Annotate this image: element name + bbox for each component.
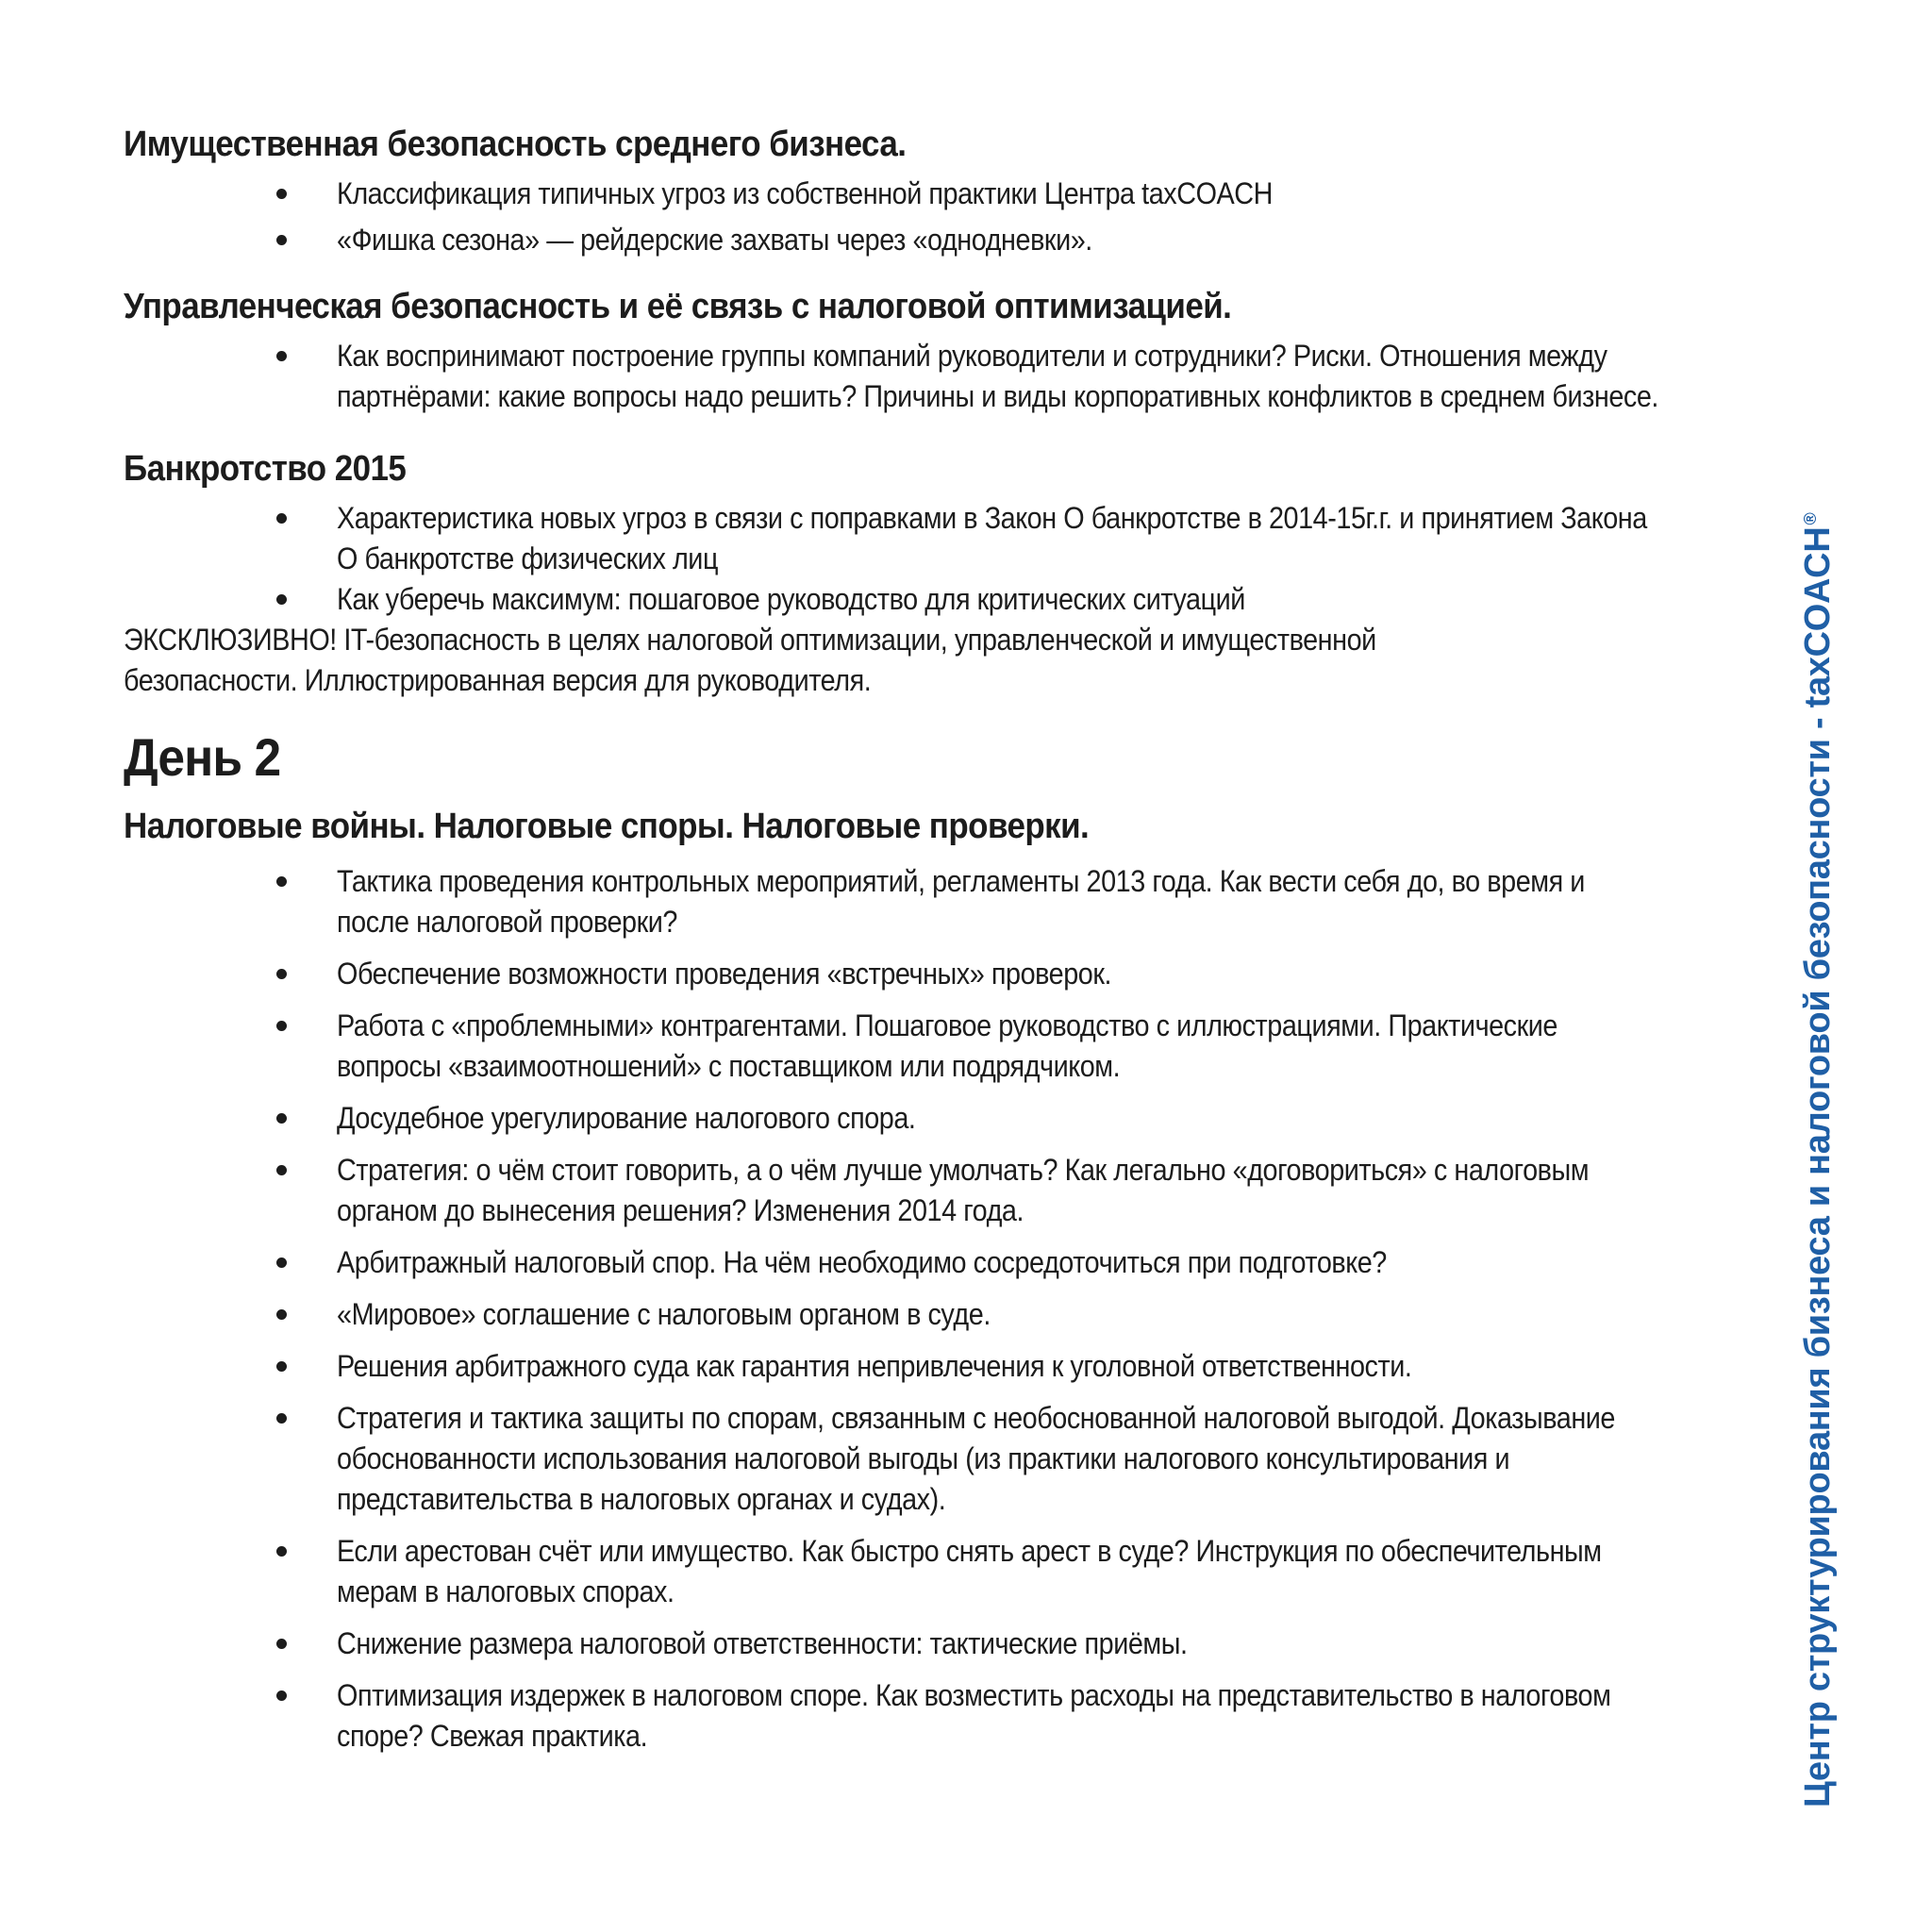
list-item xyxy=(124,1346,1746,1387)
list-item-text: Стратегия и тактика защиты по спорам, связанным с необоснованной налоговой выгодой. Доказывание обоснованности использования налоговой выгоды (из практики налогового консультирования и представительства в налоговых органах и судах). xyxy=(337,1401,1615,1516)
list-item-text: «Мировое» соглашение с налоговым органом в суде. xyxy=(337,1297,991,1331)
document-page xyxy=(124,123,1746,1768)
bullet-icon xyxy=(276,1309,287,1320)
bullet-icon xyxy=(276,189,287,199)
bullet-icon xyxy=(276,1165,287,1175)
bullet-icon xyxy=(276,969,287,979)
bullet-list xyxy=(124,174,1746,260)
registered-mark: ® xyxy=(1801,512,1821,525)
bullet-icon xyxy=(276,1413,287,1424)
list-item-text: Оптимизация издержек в налоговом споре. Как возместить расходы на представительство в налоговом споре? Свежая практика. xyxy=(337,1678,1611,1753)
list-item-text: Досудебное урегулирование налогового спора. xyxy=(337,1101,916,1135)
bullet-icon xyxy=(276,1639,287,1649)
bullet-icon xyxy=(276,1361,287,1372)
list-item xyxy=(124,954,1746,994)
day-title: День 2 xyxy=(124,727,281,787)
list-item-text: Стратегия: о чём стоит говорить, а о чём лучше умолчать? Как легально «договориться» с налоговым органом до вынесения решения? Изменения 2014 года. xyxy=(337,1153,1590,1227)
section-heading-bankruptcy: Банкротство 2015 xyxy=(124,449,407,489)
bullet-list xyxy=(124,336,1746,417)
list-item xyxy=(124,498,1746,579)
list-item xyxy=(124,1006,1746,1087)
list-item xyxy=(124,220,1746,260)
list-item xyxy=(124,1624,1746,1664)
list-item xyxy=(124,1098,1746,1139)
list-item-text: Характеристика новых угроз в связи с поправками в Закон О банкротстве в 2014-15г.г. и принятием Закона О банкротстве физических лиц xyxy=(337,501,1647,575)
section-heading-management-security: Управленческая безопасность и её связь с налоговой оптимизацией. xyxy=(124,287,1232,326)
bullet-icon xyxy=(276,351,287,361)
list-item xyxy=(124,579,1746,620)
bullet-icon xyxy=(276,235,287,245)
list-item-text: Как уберечь максимум: пошаговое руководство для критических ситуаций xyxy=(337,582,1245,616)
list-item xyxy=(124,174,1746,214)
list-item xyxy=(124,1531,1746,1612)
section-heading-tax-wars: Налоговые войны. Налоговые споры. Налоговые проверки. xyxy=(124,807,1090,846)
list-item xyxy=(124,336,1746,417)
bullet-list xyxy=(124,498,1746,620)
list-item xyxy=(124,861,1746,942)
list-item xyxy=(124,1150,1746,1231)
list-item xyxy=(124,1398,1746,1520)
bullet-icon xyxy=(276,1021,287,1031)
list-item-text: Работа с «проблемными» контрагентами. Пошаговое руководство с иллюстрациями. Практические вопросы «взаимоотношений» с поставщиком или подрядчиком. xyxy=(337,1008,1557,1083)
exclusive-note: ЭКСКЛЮЗИВНО! IT-безопасность в целях налоговой оптимизации, управленческой и имущественной безопасности. Иллюстрированная версия для руководителя. xyxy=(124,623,1376,697)
bullet-icon xyxy=(276,1690,287,1701)
list-item-text: «Фишка сезона» — рейдерские захваты через «однодневки». xyxy=(337,223,1092,257)
list-item-text: Арбитражный налоговый спор. На чём необходимо сосредоточиться при подготовке? xyxy=(337,1245,1387,1279)
section-heading-property-security: Имущественная безопасность среднего бизнеса. xyxy=(124,125,907,164)
list-item-text: Тактика проведения контрольных мероприятий, регламенты 2013 года. Как вести себя до, во время и после налоговой проверки? xyxy=(337,864,1585,939)
bullet-icon xyxy=(276,1113,287,1124)
side-caption xyxy=(1798,513,1839,1807)
list-item-text: Как воспринимают построение группы компаний руководители и сотрудники? Риски. Отношения между партнёрами: какие вопросы надо решить? Причины и виды корпоративных конфликтов в среднем бизнесе. xyxy=(337,339,1658,413)
list-item-text: Классификация типичных угроз из собственной практики Центра taxCOACH xyxy=(337,176,1273,210)
list-item-text: Решения арбитражного суда как гарантия непривлечения к уголовной ответственности. xyxy=(337,1349,1412,1383)
bullet-icon xyxy=(276,1546,287,1557)
list-item xyxy=(124,1294,1746,1335)
list-item-text: Обеспечение возможности проведения «встречных» проверок. xyxy=(337,957,1112,991)
bullet-icon xyxy=(276,513,287,524)
list-item-text: Снижение размера налоговой ответственности: тактические приёмы. xyxy=(337,1626,1188,1660)
bullet-list xyxy=(124,861,1746,1757)
side-caption-text: Центр структурирования бизнеса и налоговой безопасности - taxCOACH xyxy=(1798,526,1838,1807)
bullet-icon xyxy=(276,594,287,605)
bullet-icon xyxy=(276,876,287,887)
list-item xyxy=(124,1242,1746,1283)
list-item-text: Если арестован счёт или имущество. Как быстро снять арест в суде? Инструкция по обеспечительным мерам в налоговых спорах. xyxy=(337,1534,1602,1608)
bullet-icon xyxy=(276,1257,287,1268)
list-item xyxy=(124,1675,1746,1757)
